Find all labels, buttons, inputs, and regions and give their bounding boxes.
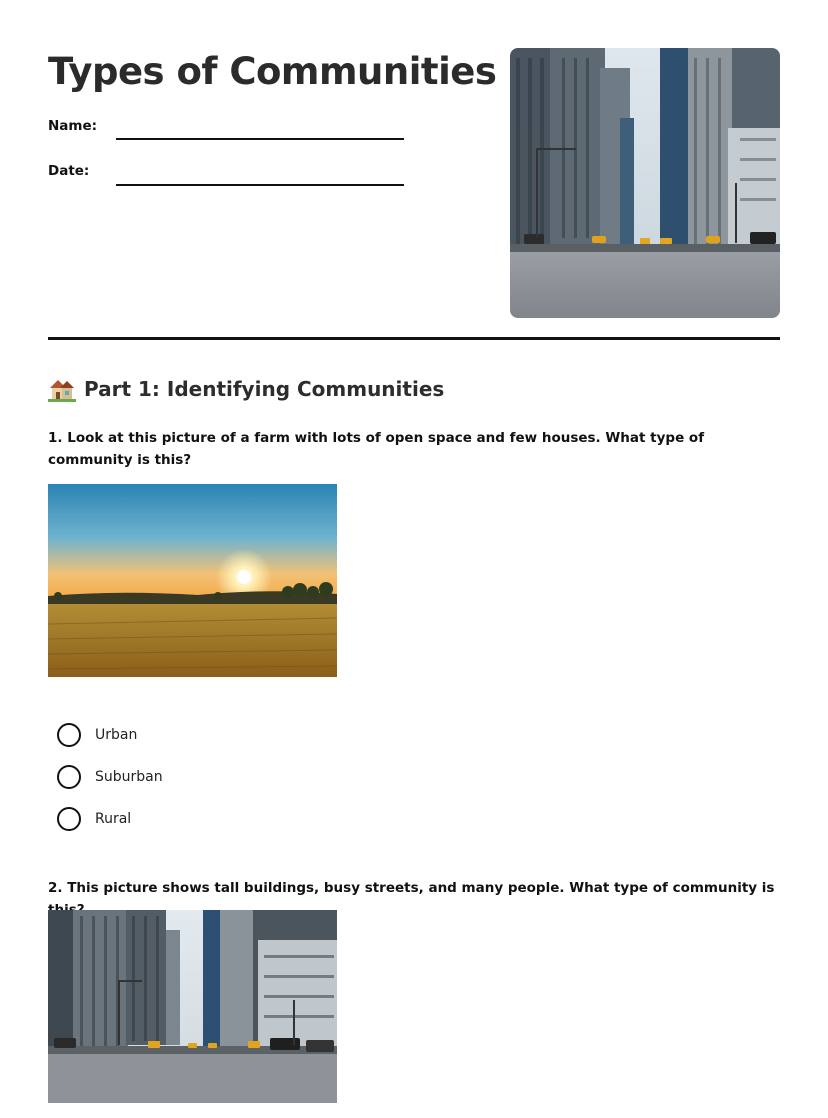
option-urban[interactable] xyxy=(57,723,137,747)
option-label: Suburban xyxy=(95,769,163,785)
house-emoji-icon xyxy=(48,376,76,402)
city-street-photo-2 xyxy=(48,910,337,1103)
city-street-photo xyxy=(510,48,780,318)
question-1-text: 1. Look at this picture of a farm with lots of open space and few houses. What type of community is this? xyxy=(48,430,705,468)
section-title: Part 1: Identifying Communities xyxy=(84,377,445,401)
farm-field-photo xyxy=(48,484,337,677)
date-input-line[interactable] xyxy=(116,184,404,186)
option-rural[interactable] xyxy=(57,807,131,831)
radio-button[interactable] xyxy=(57,765,81,789)
option-label: Rural xyxy=(95,811,132,827)
date-label: Date: xyxy=(48,163,90,179)
option-label: Urban xyxy=(95,727,138,743)
name-input-line[interactable] xyxy=(116,138,404,140)
option-suburban[interactable] xyxy=(57,765,163,789)
page-title: Types of Communities xyxy=(48,50,497,93)
name-label: Name: xyxy=(48,118,98,134)
question-2-text: 2. This picture shows tall buildings, busy streets, and many people. What type of community is xyxy=(48,880,775,896)
radio-button[interactable] xyxy=(57,723,81,747)
section-divider xyxy=(48,337,780,340)
section-heading xyxy=(48,376,444,402)
radio-button[interactable] xyxy=(57,807,81,831)
